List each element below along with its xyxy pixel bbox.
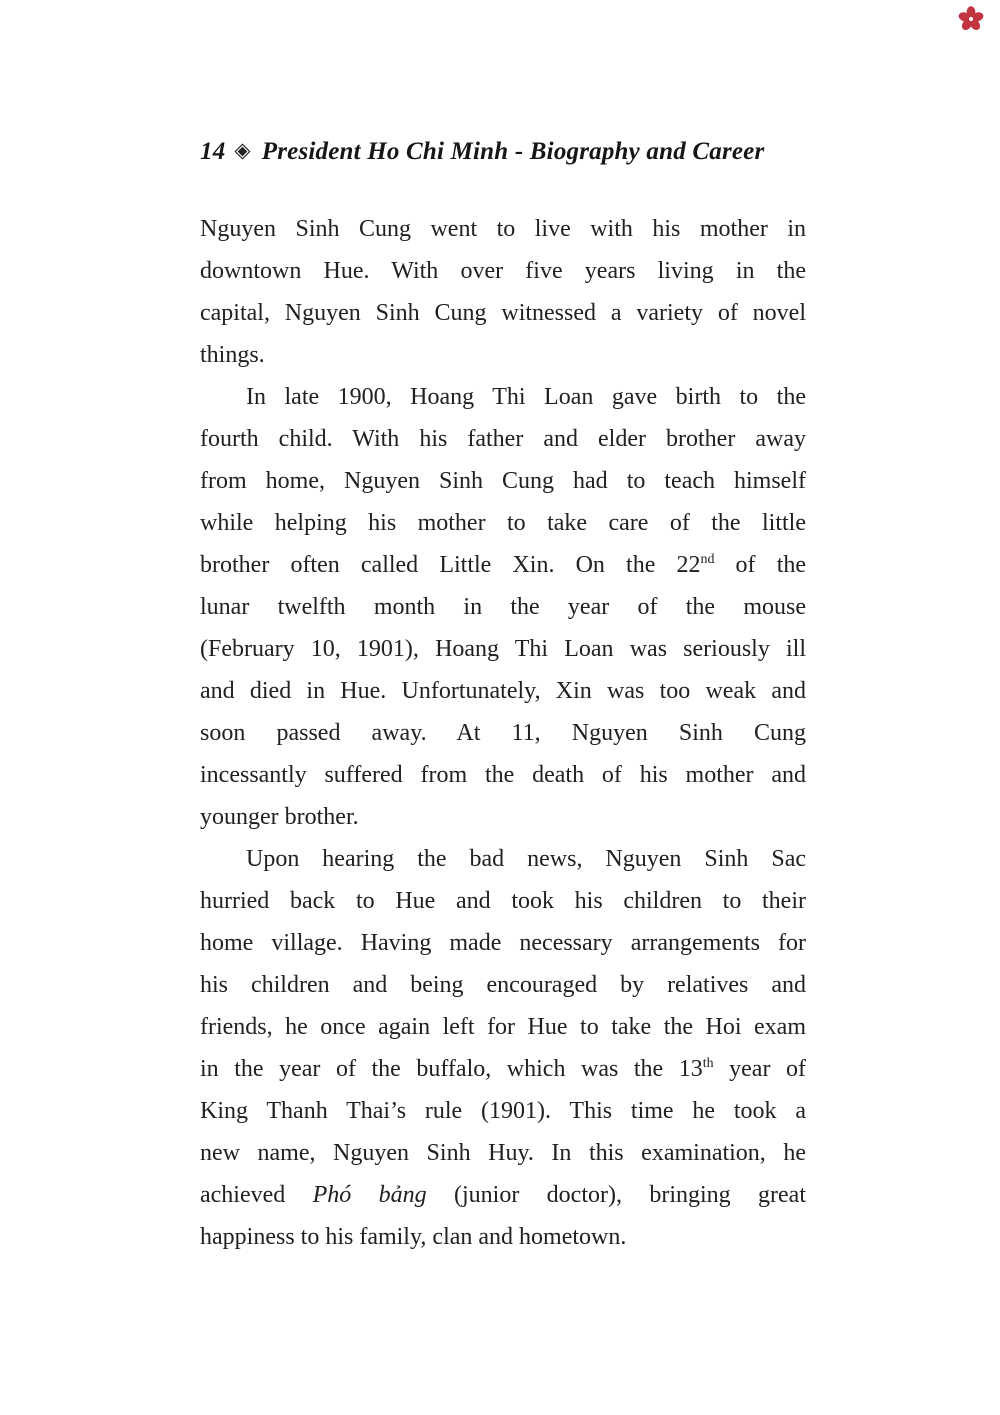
- body-text: [200, 208, 806, 1258]
- header-title: President Ho Chi Minh - Biography and Career: [261, 138, 765, 165]
- text-line: soon passed away. At 11, Nguyen Sinh Cung: [200, 720, 806, 746]
- paragraph: [200, 838, 806, 1258]
- text-line: things.: [200, 342, 265, 368]
- text-line: brother often called Little Xin. On the 22nd of the: [200, 552, 807, 578]
- page-number: 14: [200, 138, 226, 165]
- text-line: happiness to his family, clan and hometown.: [200, 1224, 627, 1250]
- text-line: while helping his mother to take care of the little: [200, 510, 806, 536]
- diamond-icon: ◈: [234, 138, 251, 162]
- text-line: Nguyen Sinh Cung went to live with his mother in: [200, 216, 806, 242]
- text-line: lunar twelfth month in the year of the mouse: [200, 594, 806, 620]
- text-line: incessantly suffered from the death of his mother and: [200, 762, 806, 788]
- text-line: from home, Nguyen Sinh Cung had to teach himself: [200, 468, 806, 494]
- text-line: downtown Hue. With over five years living in the: [200, 258, 806, 284]
- flower-petals: [958, 6, 984, 32]
- text-line: hurried back to Hue and took his children to their: [200, 888, 806, 914]
- text-line: In late 1900, Hoang Thi Loan gave birth to the: [246, 384, 806, 410]
- text-line: (February 10, 1901), Hoang Thi Loan was seriously ill: [200, 636, 806, 662]
- text-line: home village. Having made necessary arrangements for: [200, 930, 806, 956]
- text-line: younger brother.: [200, 804, 359, 830]
- text-line: and died in Hue. Unfortunately, Xin was too weak and: [200, 678, 806, 704]
- superscript: nd: [700, 552, 715, 567]
- paragraph: [200, 208, 806, 376]
- text-line: King Thanh Thai’s rule (1901). This time he took a: [200, 1098, 806, 1124]
- text-line: new name, Nguyen Sinh Huy. In this examination, he: [200, 1140, 806, 1166]
- superscript: th: [702, 1056, 714, 1071]
- text-line: his children and being encouraged by relatives and: [200, 972, 806, 998]
- text-line: fourth child. With his father and elder brother away: [200, 426, 806, 452]
- text-line: capital, Nguyen Sinh Cung witnessed a variety of novel: [200, 300, 806, 326]
- flower-icon: [958, 6, 984, 32]
- text-line: in the year of the buffalo, which was the 13th year of: [200, 1056, 806, 1082]
- italic-term: Phó bảng: [312, 1182, 427, 1208]
- paragraph: [200, 376, 806, 838]
- text-line: achieved Phó bảng (junior doctor), bringing great: [200, 1182, 806, 1208]
- text-line: Upon hearing the bad news, Nguyen Sinh Sac: [246, 846, 806, 872]
- text-line: friends, he once again left for Hue to take the Hoi exam: [200, 1014, 806, 1040]
- page-header: [200, 138, 764, 166]
